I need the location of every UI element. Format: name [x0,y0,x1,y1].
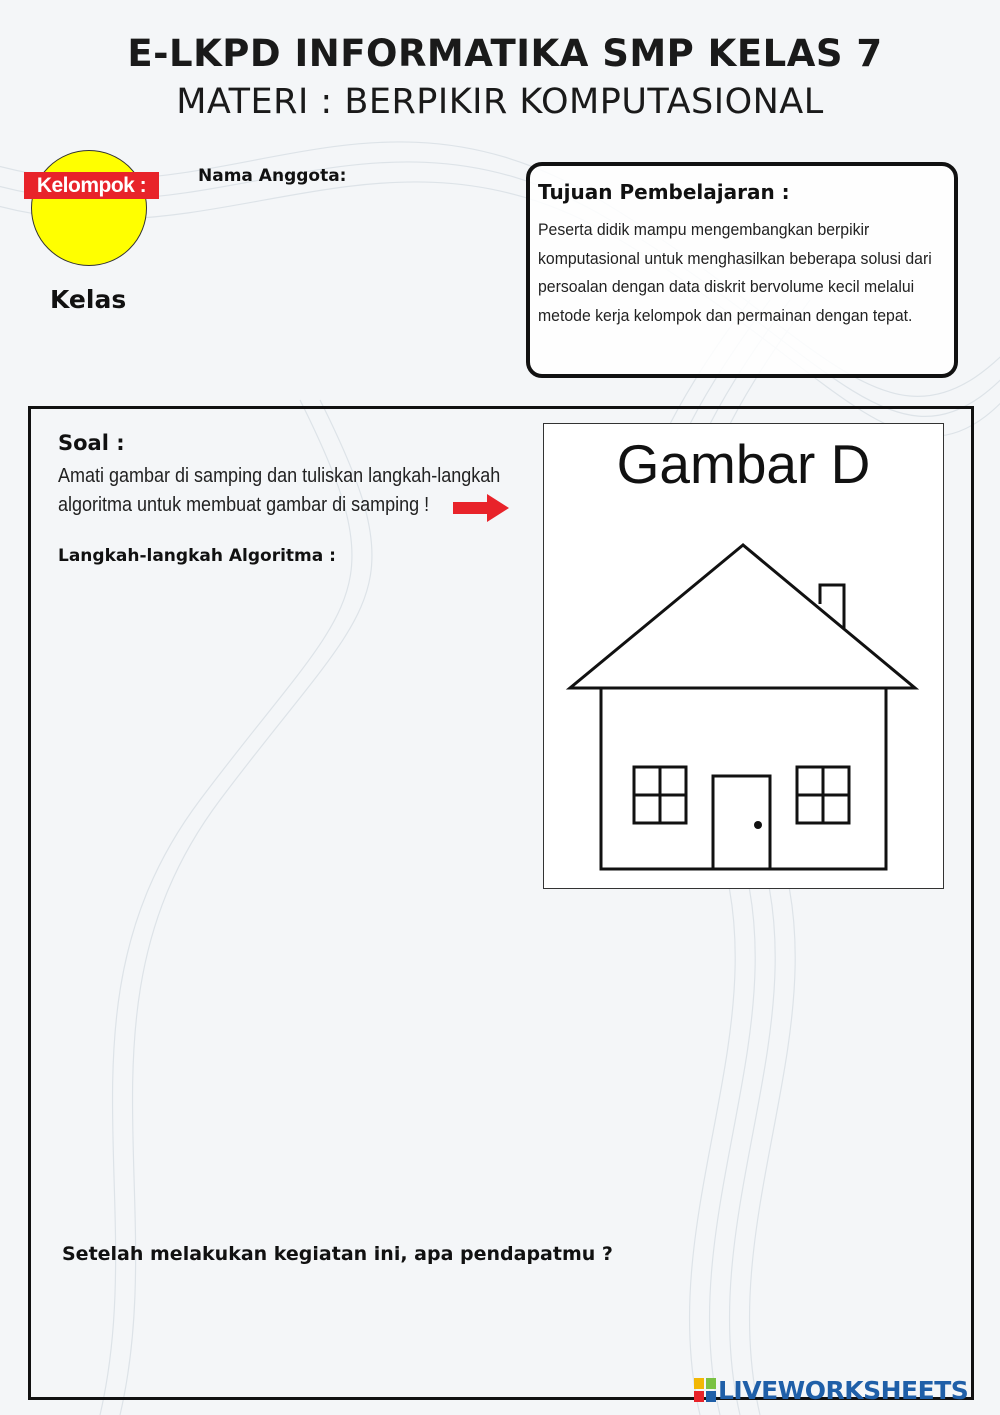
tujuan-text: Peserta didik mampu mengembangkan berpikir komputasional untuk menghasilkan beberapa solusi dari persoalan dengan data diskrit bervolume kecil melalui metode kerja kelompok dan permainan dengan tepat. [538,220,932,325]
liveworksheets-logo-icon [694,1378,716,1402]
nama-anggota-label: Nama Anggota: [198,166,347,186]
watermark-text: LIVEWORKSHEETS [718,1376,969,1405]
picture-title: Gambar D [616,433,871,495]
page-subtitle: MATERI : BERPIKIR KOMPUTASIONAL [176,82,824,122]
house-drawing-icon [544,424,945,890]
tujuan-pembelajaran-box [526,162,958,378]
langkah-algoritma-label: Langkah-langkah Algoritma : [58,546,336,566]
kelompok-label: Kelompok : [24,172,159,199]
kelas-label: Kelas [50,285,127,314]
group-circle [31,150,147,266]
pendapat-question: Setelah melakukan kegiatan ini, apa pendapatmu ? [62,1243,613,1265]
arrow-right-icon [453,494,509,522]
soal-text: Amati gambar di samping dan tuliskan langkah-langkah algoritma untuk membuat gambar di samping ! [58,465,501,516]
page-title: E-LKPD INFORMATIKA SMP KELAS 7 [127,32,883,75]
gambar-d-box [543,423,944,889]
soal-title: Soal : [58,431,125,455]
tujuan-title: Tujuan Pembelajaran : [538,180,790,204]
